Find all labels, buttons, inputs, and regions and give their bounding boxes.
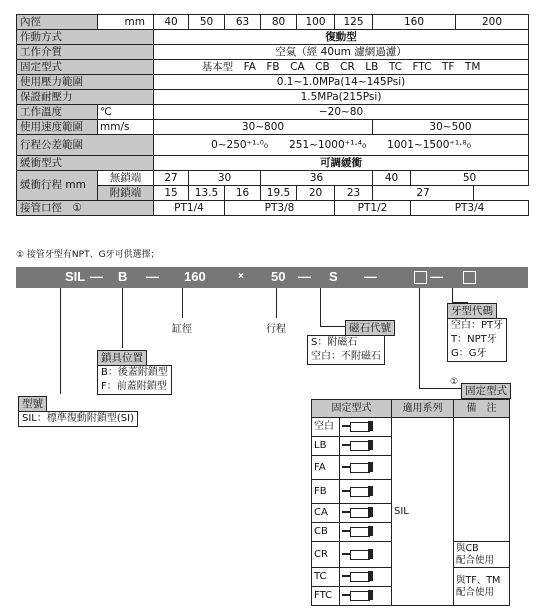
- footnote: ① 接管牙型有NPT、G牙可供選擇；: [16, 250, 160, 260]
- mount-code: FB: [312, 480, 340, 504]
- port-val: PT3/4: [411, 201, 529, 216]
- model-option: SIL：標準復動附鎖型(SI): [22, 413, 134, 424]
- code-magnet: S: [329, 269, 338, 284]
- bore-size: 160: [373, 15, 456, 30]
- spec-value: 0.1~1.0MPa(14~145Psi): [154, 75, 529, 90]
- cushion-val: 15: [154, 186, 189, 201]
- speed-value: 30~500: [373, 120, 529, 135]
- cushion-val: 27: [373, 186, 474, 201]
- code-dash: —: [430, 269, 443, 284]
- mount-note: 與TF、TM 配合使用: [454, 568, 510, 606]
- cushion-val: 40: [373, 171, 411, 186]
- model-options: [18, 411, 138, 427]
- spec-label: 作動方式: [17, 30, 154, 45]
- mount-icon: [340, 480, 392, 504]
- spec-label: 工作介質: [17, 45, 154, 60]
- mount-icon: [340, 456, 392, 480]
- mount-code: CB: [312, 523, 340, 542]
- lock-title: 鎖具位置: [97, 350, 147, 366]
- code-stroke: 50: [271, 269, 286, 284]
- cushion-label: 緩衝型式: [17, 156, 154, 171]
- cushion-val: 16: [225, 186, 261, 201]
- mount-marker: ①: [450, 377, 459, 387]
- mount-icon: [340, 418, 392, 437]
- mount-note: 與CB 配合使用: [454, 542, 510, 568]
- thread-options: [447, 318, 507, 362]
- thread-option: G：G牙: [451, 348, 487, 359]
- bore-size: 100: [297, 15, 335, 30]
- bore-size: 125: [335, 15, 373, 30]
- spec-label: 工作溫度: [17, 105, 98, 120]
- bore-size: 63: [225, 15, 261, 30]
- spec-value: 基本型 FA FB CA CB CR LB TC FTC TF TM: [154, 60, 529, 75]
- spec-label: 使用壓力範圍: [17, 75, 154, 90]
- port-val: PT3/8: [225, 201, 335, 216]
- code-times: ×: [238, 271, 244, 282]
- speed-unit: mm/s: [98, 120, 154, 135]
- mount-icon: [340, 542, 392, 568]
- magnet-option: S：附磁石: [311, 337, 358, 348]
- speed-label: 使用速度範圍: [17, 120, 98, 135]
- lock-options: [97, 365, 172, 395]
- port-label: 接管口徑 ①: [17, 201, 154, 216]
- model-code-bar: [16, 267, 528, 288]
- lock-option: F：前蓋附鎖型: [101, 381, 167, 392]
- cushion-val: 19.5: [261, 186, 297, 201]
- cushion-value: 可調緩衝: [154, 156, 529, 171]
- spec-label: 保證耐壓力: [17, 90, 154, 105]
- code-series: SIL: [65, 269, 86, 284]
- mount-icon: [340, 504, 392, 523]
- mount-icon: [340, 523, 392, 542]
- thread-title: 牙型代碼: [447, 303, 497, 319]
- mount-note-empty: [454, 418, 510, 542]
- stroke-caption: 行程: [266, 320, 286, 335]
- cushion-val: 30: [189, 171, 261, 186]
- code-thread-box: [463, 271, 476, 284]
- code-lock: B: [118, 269, 128, 284]
- bore-size: 50: [189, 15, 225, 30]
- spec-label: 固定型式: [17, 60, 154, 75]
- spec-value: 空氣（經 40um 濾網過濾）: [154, 45, 529, 60]
- magnet-option: 空白：不附磁石: [311, 351, 381, 362]
- code-dash: —: [90, 269, 103, 284]
- port-val: PT1/4: [154, 201, 225, 216]
- mount-series: SIL: [392, 418, 454, 606]
- mount-code: CR: [312, 542, 340, 568]
- mount-table: [311, 399, 510, 606]
- thread-option: T：NPT牙: [451, 334, 497, 345]
- bore-label: 內徑: [17, 15, 98, 30]
- mount-header: 固定型式: [312, 400, 392, 418]
- cushion-val: 13.5: [189, 186, 225, 201]
- model-title: 型號: [18, 396, 47, 412]
- spec-value: 復動型: [154, 30, 529, 45]
- cushion-val: 50: [411, 171, 529, 186]
- cushion-val: 20: [297, 186, 335, 201]
- mount-code: TC: [312, 568, 340, 587]
- cushion-val: 36: [261, 171, 373, 186]
- code-mount-box: [414, 271, 427, 284]
- cushion-side: 無鎖端: [98, 171, 154, 186]
- stroke-tol-label: 行程公差範圍: [17, 135, 154, 156]
- bore-size: 200: [456, 15, 529, 30]
- mount-icon: [340, 587, 392, 606]
- mount-header: 備 注: [454, 400, 510, 418]
- stroke-tol-value: 0~250⁺¹·⁰₀ 251~1000⁺¹·⁴₀ 1001~1500⁺¹·⁸₀: [154, 135, 529, 156]
- magnet-options: [307, 335, 385, 365]
- mount-icon: [340, 568, 392, 587]
- spec-value: −20~80: [154, 105, 529, 120]
- code-dash: —: [146, 269, 159, 284]
- speed-value: 30~800: [154, 120, 373, 135]
- mount-code: LB: [312, 437, 340, 456]
- bore-size: 80: [261, 15, 297, 30]
- code-bore: 160: [184, 269, 206, 284]
- thread-option: 空白：PT牙: [451, 320, 504, 331]
- mount-header: 適用系列: [392, 400, 454, 418]
- spec-unit: ℃: [98, 105, 154, 120]
- spec-table: [16, 14, 529, 216]
- mount-title: 固定型式: [461, 383, 511, 399]
- magnet-title: 磁石代號: [345, 320, 395, 336]
- cushion-val: 23: [335, 186, 373, 201]
- bore-unit: mm: [98, 15, 154, 30]
- mount-code: FTC: [312, 587, 340, 606]
- cushion-val: 27: [154, 171, 189, 186]
- code-dash: —: [298, 269, 311, 284]
- spec-value: 1.5MPa(215Psi): [154, 90, 529, 105]
- bore-caption: 缸徑: [172, 320, 192, 335]
- cushion-side: 附鎖端: [98, 186, 154, 201]
- mount-code: 空白: [312, 418, 340, 437]
- mount-code: CA: [312, 504, 340, 523]
- cushion-stroke-label: 緩衝行程 mm: [17, 171, 98, 201]
- lock-option: B：後蓋附鎖型: [101, 367, 168, 378]
- mount-code: FA: [312, 456, 340, 480]
- code-dash: —: [364, 269, 377, 284]
- bore-size: 40: [154, 15, 189, 30]
- port-val: PT1/2: [335, 201, 411, 216]
- mount-icon: [340, 437, 392, 456]
